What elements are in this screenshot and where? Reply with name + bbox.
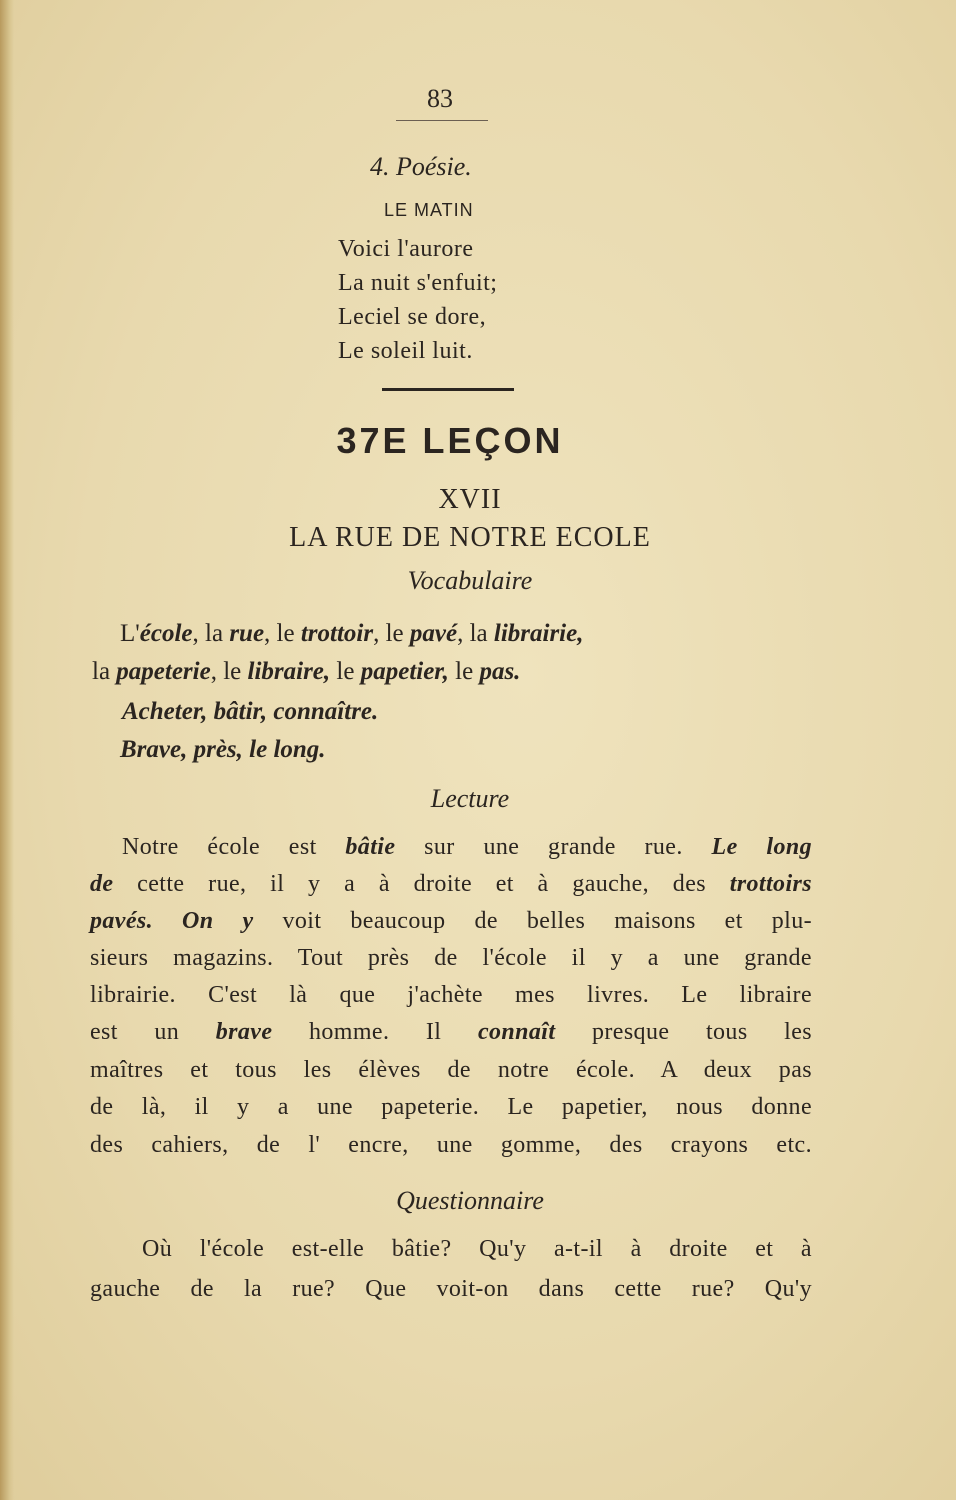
page-number: 83	[427, 84, 453, 113]
lecture-line: Notre école est bâtie sur une grande rue. Le long	[122, 834, 812, 860]
chapter-number: XVII	[438, 484, 502, 515]
lecture-line: pavés. On y voit beaucoup de belles maisons et plu-	[90, 908, 813, 934]
vocab-line-1: L'école, la rue, le trottoir, le pavé, la librairie,	[120, 620, 584, 647]
vocab-line-2: la papeterie, le libraire, le papetier, le pas.	[92, 658, 521, 685]
poem-title: LE MATIN	[384, 200, 474, 220]
vocabulaire-heading: Vocabulaire	[407, 566, 533, 595]
lecture-line: sieurs magazins. Tout près de l'école il y a une grande	[90, 945, 812, 971]
lesson-subtitle: LA RUE DE NOTRE ECOLE	[289, 522, 651, 553]
lecture-line: de cette rue, il y a à droite et à gauche, des trottoirs	[90, 871, 812, 897]
page-number-rule	[396, 120, 488, 121]
poem-line: La nuit s'enfuit;	[338, 270, 498, 296]
poem-section-heading: 4. Poésie.	[370, 152, 472, 181]
vocab-line-4: Brave, près, le long.	[120, 736, 326, 763]
vocab-line-3: Acheter, bâtir, connaître.	[122, 698, 379, 725]
poem-line: Le soleil luit.	[338, 338, 473, 364]
poem-line: Leciel se dore,	[338, 304, 487, 330]
lecture-line: de là, il y a une papeterie. Le papetier, nous donne	[90, 1094, 812, 1120]
lecture-line: des cahiers, de l' encre, une gomme, des crayons etc.	[90, 1132, 812, 1158]
section-divider	[382, 388, 514, 391]
lecture-line: est un brave homme. Il connaît presque tous les	[90, 1019, 812, 1045]
questionnaire-line: gauche de la rue? Que voit-on dans cette rue? Qu'y	[90, 1276, 812, 1302]
lecture-line: librairie. C'est là que j'achète mes livres. Le libraire	[90, 982, 812, 1008]
lecture-heading: Lecture	[430, 784, 510, 813]
questionnaire-line: Où l'école est-elle bâtie? Qu'y a-t-il à droite et à	[142, 1236, 812, 1262]
page-spine-shadow	[0, 0, 14, 1500]
lecture-line: maîtres et tous les élèves de notre école. A deux pas	[90, 1057, 812, 1083]
lesson-title: 37E LEÇON	[336, 420, 564, 461]
poem-line: Voici l'aurore	[338, 236, 474, 262]
questionnaire-heading: Questionnaire	[396, 1186, 544, 1215]
